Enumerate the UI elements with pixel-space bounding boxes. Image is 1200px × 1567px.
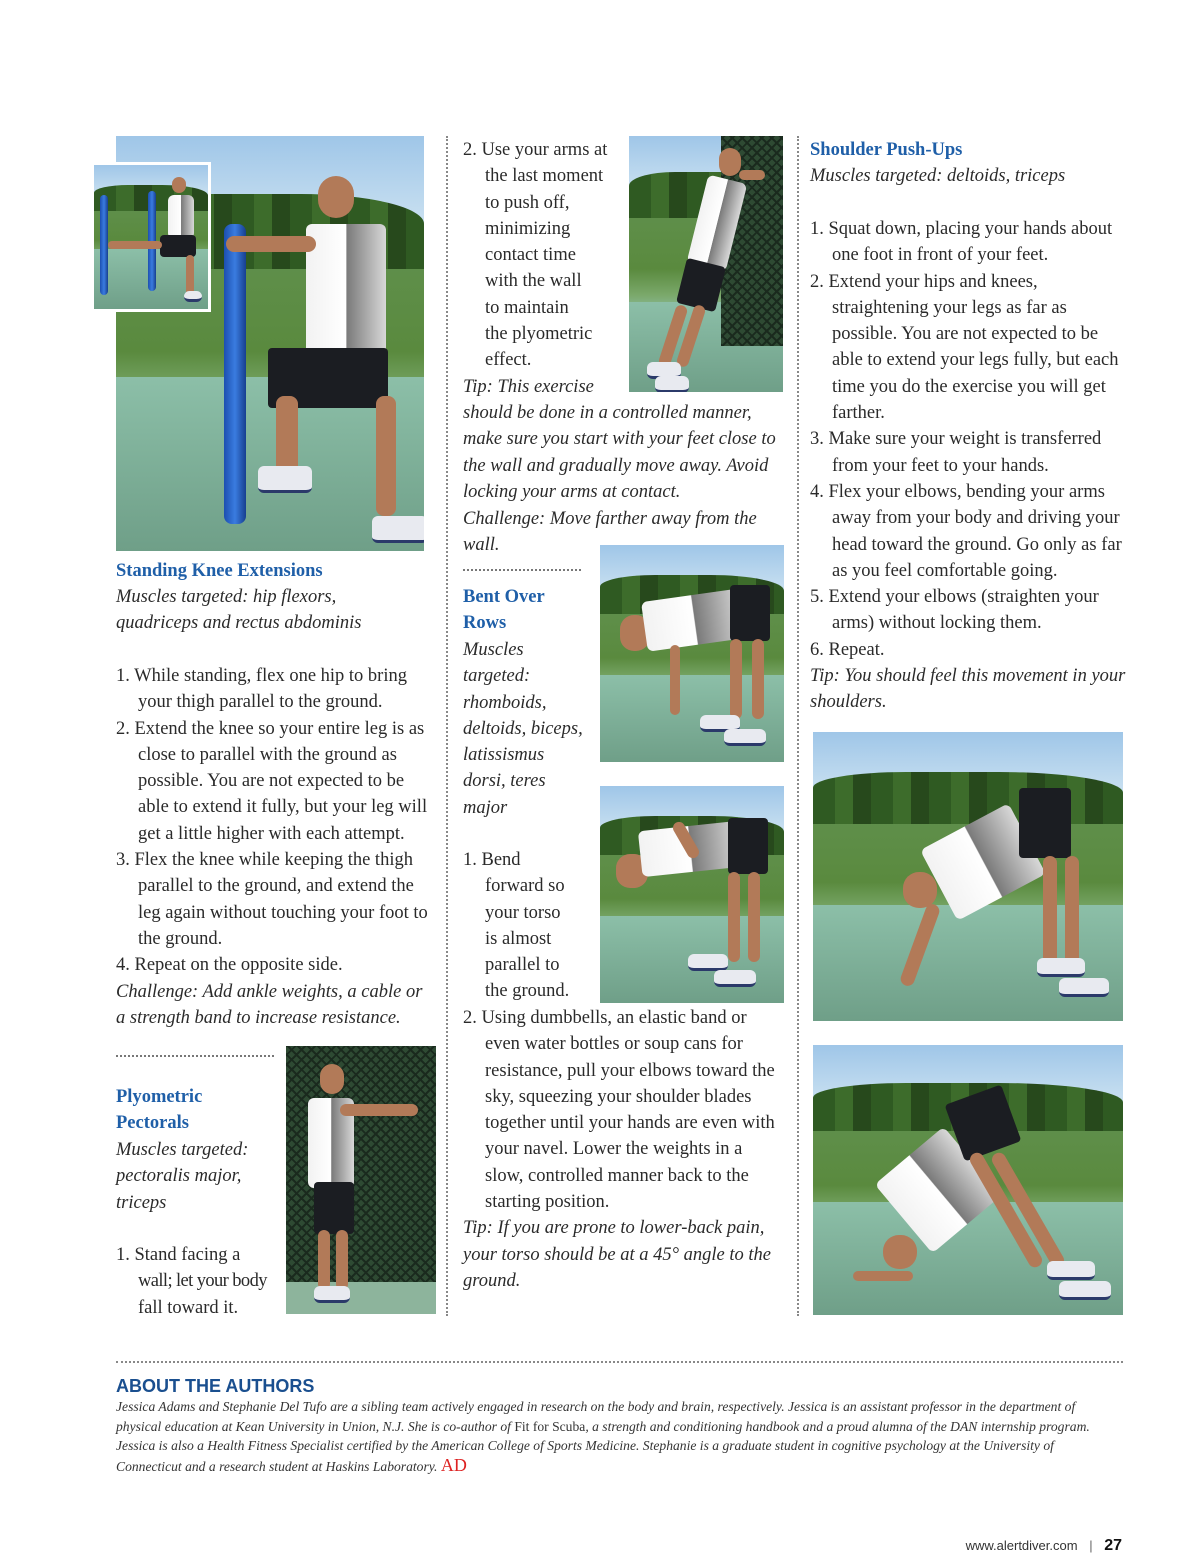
bent-over-rows-step-1: 1. Bend forward so your torso is almost parallel to the ground. (463, 850, 570, 1002)
knee-extension-title: Standing Knee Extensions (116, 561, 323, 581)
plyometric-tip: should be done in a controlled manner, make sure you start with your feet close to the wall and gradually move away. Avoid locking your arms at contact. (463, 403, 776, 502)
bent-over-rows-title: Bent Over Rows (463, 587, 545, 634)
page-footer (966, 1537, 1122, 1555)
list-item: 5. Extend your elbows (straighten your arms) without locking them. (810, 587, 1099, 634)
section-divider (116, 1055, 274, 1057)
list-item: 1. Squat down, placing your hands about one foot in front of your feet. (810, 219, 1113, 266)
column-divider (446, 136, 448, 1316)
shoulder-push-ups-tip: Tip: You should feel this movement in your shoulders. (810, 666, 1126, 713)
plyometric-title: Plyometric Pectorals (116, 1087, 203, 1134)
list-item: 1. While standing, flex one hip to bring your thigh parallel to the ground. (116, 666, 407, 713)
bent-over-row-photo-2 (600, 786, 784, 1003)
plyometric-muscles: Muscles targeted: pectoralis major, triceps (116, 1140, 249, 1213)
list-item: 4. Repeat on the opposite side. (116, 955, 343, 976)
footer-url[interactable]: www.alertdiver.com (965, 1538, 1078, 1553)
plyometric-step-2: 2. Use your arms at the last moment to push off, minimizing contact time with the wall to maintain the plyometric effect. Tip: This exercise (463, 140, 608, 397)
plyometric-start-photo (286, 1046, 436, 1314)
knee-extension-muscles: Muscles targeted: hip flexors, quadriceps and rectus abdominis (116, 587, 362, 634)
column-divider (797, 136, 799, 1316)
knee-extension-challenge: Challenge: Add ankle weights, a cable or a strength band to increase resistance. (116, 981, 423, 1028)
knee-extension-inset-photo (91, 162, 211, 312)
bent-over-row-photo-1 (600, 545, 784, 762)
bent-over-rows-muscles: Muscles targeted: rhomboids, deltoids, biceps, latissismus dorsi, teres major (463, 640, 583, 818)
shoulder-push-ups-muscles: Muscles targeted: deltoids, triceps (810, 166, 1066, 186)
push-up-photo-1 (813, 732, 1123, 1021)
list-item: 4. Flex your elbows, bending your arms away from your body and driving your head toward the ground. Go only as far as you feel comfortable going. (810, 481, 1122, 581)
list-item: 2. Extend your hips and knees, straightening your legs as far as possible. You are not expected to be able to extend your legs fully, but each time you do the exercise you will get farther. (810, 271, 1119, 424)
plyometric-step-1: 1. Stand facing a wall; let your body fall toward it. (116, 1245, 267, 1318)
about-divider (116, 1361, 1123, 1363)
shoulder-push-ups-steps (810, 216, 1128, 716)
list-item: 6. Repeat. (810, 639, 885, 660)
plyometric-lean-photo (629, 136, 783, 392)
plyometric-challenge: Challenge: Move farther away from the wall. (463, 509, 757, 556)
end-mark: AD (440, 1454, 467, 1475)
push-up-photo-2 (813, 1045, 1123, 1315)
shoulder-push-ups-title: Shoulder Push-Ups (810, 140, 963, 160)
page-number: 27 (1104, 1537, 1122, 1554)
footer-separator: | (1089, 1538, 1093, 1553)
list-item: 3. Make sure your weight is transferred from your feet to your hands. (810, 429, 1102, 476)
book-title: Fit for Scuba (514, 1418, 586, 1434)
list-item: 3. Flex the knee while keeping the thigh parallel to the ground, and extend the leg again without touching your foot to the ground. (116, 850, 428, 949)
bent-over-rows-tip: Tip: If you are prone to lower-back pain, your torso should be at a 45° angle to the ground. (463, 1218, 772, 1291)
about-authors-heading: ABOUT THE AUTHORS (116, 1376, 315, 1396)
list-item: 2. Extend the knee so your entire leg is as close to parallel with the ground as possible. You are not expected to be able to extend it fully, but your leg will get a little higher with each attempt. (116, 718, 428, 844)
section-divider (463, 569, 581, 571)
about-authors-text: Jessica Adams and Stephanie Del Tufo are a sibling team actively engaged in research on the body and brain, respectively. Jessica is an assistant professor in the department of physical education at Kean University in Union, N.J. She is co-author of Fit for Scuba, a strength and conditioning handbook and a proud alumna of the DAN internship program. Jessica is also a Health Fitness Specialist certified by the American College of Sports Medicine. Stephanie is a graduate student in cognitive psychology at the University of Connecticut and a research student at Haskins Laboratory. AD (116, 1399, 1090, 1475)
bent-over-rows-step-2: 2. Using dumbbells, an elastic band or even water bottles or soup cans for resistance, pull your elbows toward the sky, squeezing your shoulder blades together until your hands are even with your navel. Lower the weights in a slow, controlled manner back to the starting position. Tip: If you are prone to lower-back pain, your torso should be at a 45° angle to the ground. (463, 1005, 781, 1294)
knee-extension-steps (116, 663, 432, 1031)
